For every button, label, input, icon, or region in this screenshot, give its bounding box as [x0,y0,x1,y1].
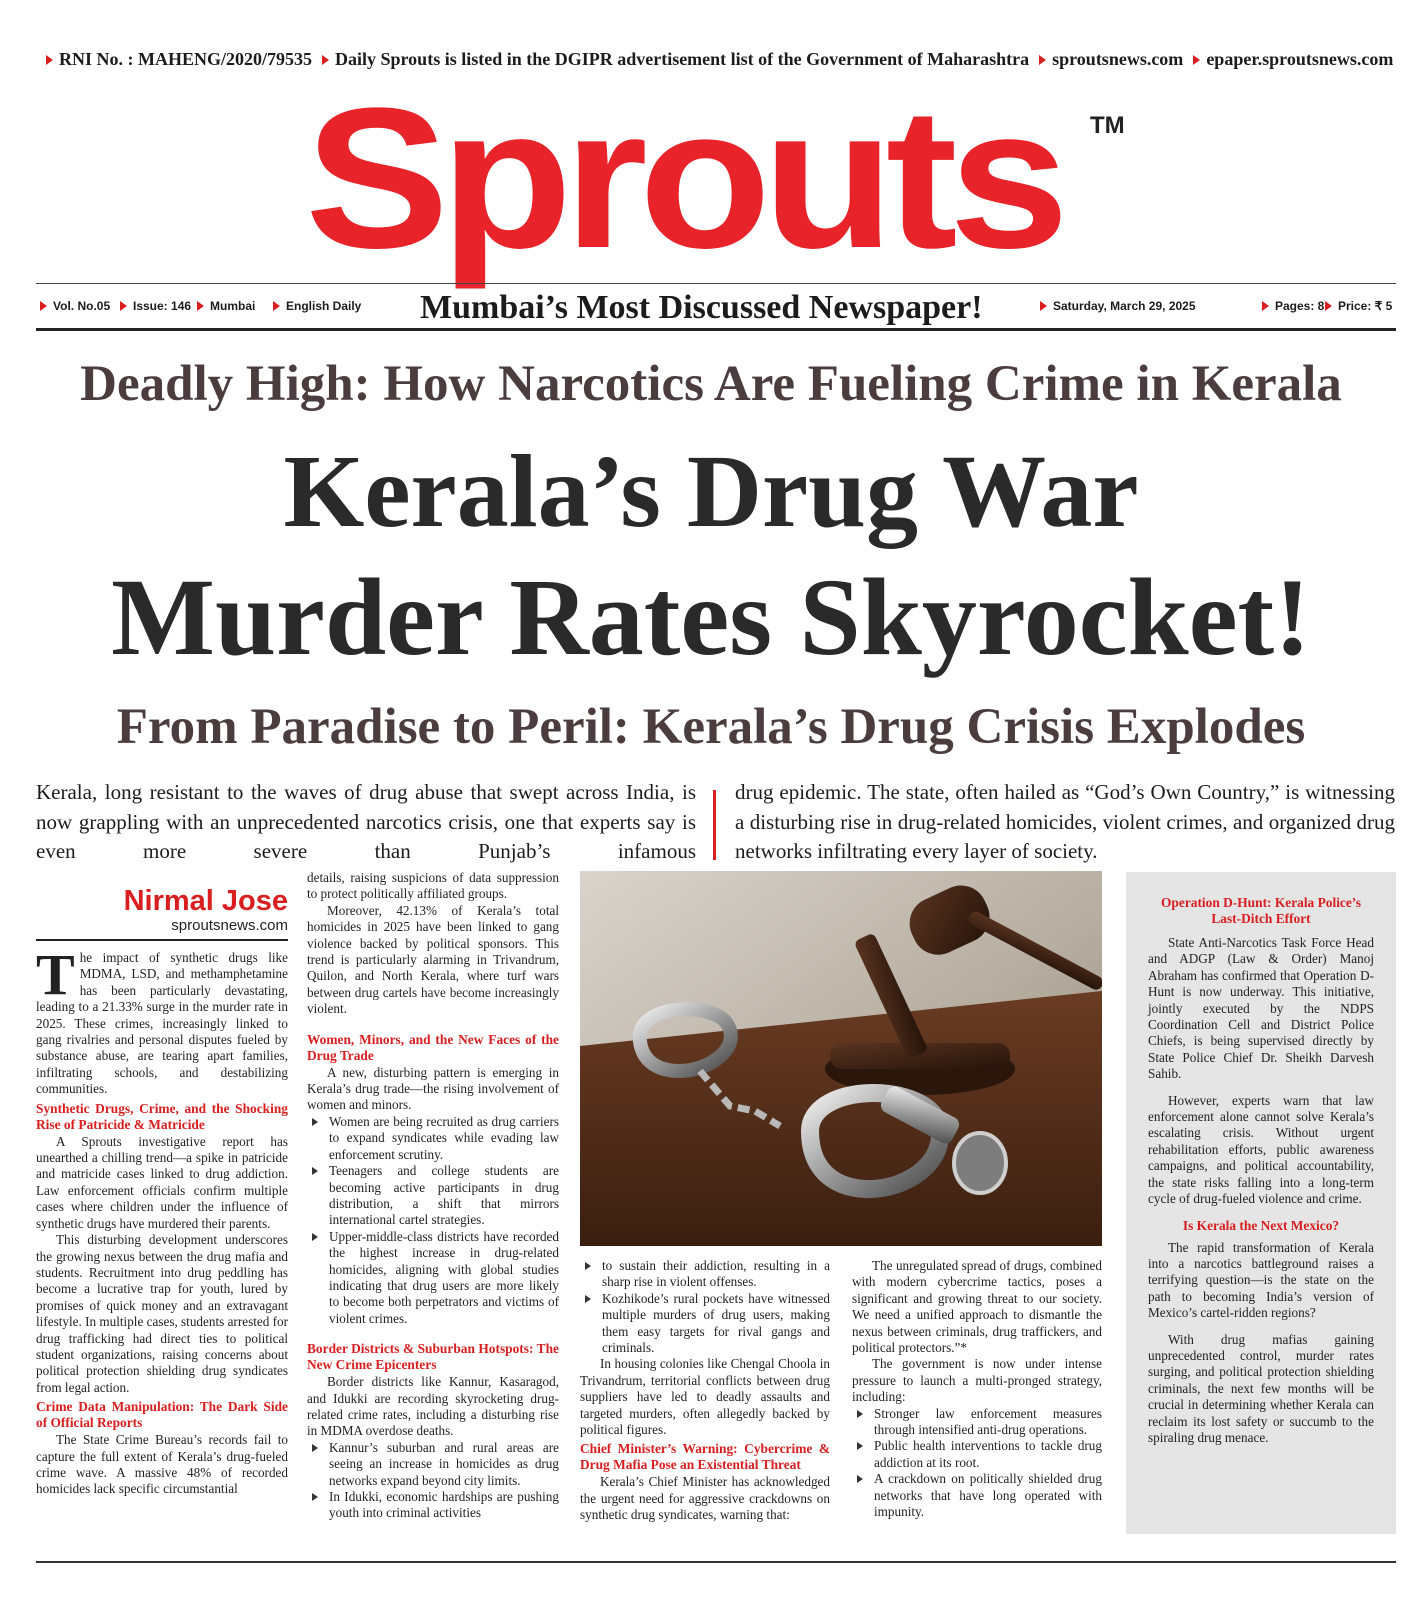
paragraph: State Anti-Narcotics Task Force Head and ADGP (Law & Order) Manoj Abraham has confirmed that Operation D-Hunt is now underway. This initiative, jointly executed by the NDPS Coordination Cell and District Police Chiefs, is being supervised directly by State Police Chief Dr. Sheikh Darvesh Sahib. [1148,935,1374,1082]
section-heading: Women, Minors, and the New Faces of the Drug Trade [307,1031,559,1063]
lede-divider [713,790,716,860]
headline-line-2: Murder Rates Skyrocket! [111,556,1311,678]
sidebar-box [1126,872,1396,1534]
sidebar-column [1148,892,1374,1517]
article-column-4 [852,1258,1102,1540]
sidebar-heading: Is Kerala the Next Mexico? [1182,1217,1340,1233]
page-count: Pages: 8 [1258,299,1324,313]
paragraph: The State Crime Bureau’s records fail to capture the full extent of Kerala’s drug-fueled crime wave. A massive 48% of recorded homicides lack specific circumstantial [36,1432,288,1497]
masthead-rule-top [36,283,1396,284]
volume-number: Vol. No.05 [36,299,110,313]
list-item: Teenagers and college students are becoming active participants in drug distribution, a shift that mirrors international cartel strategies. [329,1163,559,1228]
page-bottom-rule [36,1561,1396,1563]
paragraph: The impact of synthetic drugs like MDMA, LSD, and methamphetamine has been particularly devastating, leading to a 21.33% surge in the murder rate in 2025. These crimes, increasingly linked to gang rivalries and personal disputes fueled by substance abuse, are tearing apart families, infiltrating schools, and destabilizing communities. [36,950,288,1097]
top-item-epaper[interactable]: epaper.sproutsnews.com [1189,49,1393,70]
bullet-triangle-icon [1325,301,1332,311]
bullet-list [307,1114,559,1327]
issue-date: Saturday, March 29, 2025 [1036,299,1196,313]
list-item: Stronger law enforcement measures through intensified anti-drug operations. [874,1405,1102,1438]
paragraph: Moreover, 42.13% of Kerala’s total homicides in 2025 have been linked to gang violence backed by political sponsors. This trend is particularly alarming in Trivandrum, Quilon, and North Kerala, where turf wars between drug cartels have become increasingly violent. [307,902,559,1017]
top-item-website[interactable]: sproutsnews.com [1035,49,1183,70]
trademark-mark: TM [1090,112,1125,139]
gavel-handcuffs-illustration [580,871,1102,1246]
list-item: A crackdown on politically shielded drug networks that have long operated with impunity. [874,1471,1102,1520]
paragraph: A new, disturbing pattern is emerging in Kerala’s drug trade—the rising involvement of women and minors. [307,1064,559,1113]
list-item: Upper-middle-class districts have recorded the highest increase in drug-related homicides, aligning with global studies indicating that drug users are more likely to become both perpetrators and victims of violent crimes. [329,1228,559,1326]
paragraph: Kerala’s Chief Minister has acknowledged the urgent need for aggressive crackdowns on synthetic drug syndicates, warning that: [580,1474,830,1523]
section-heading: Border Districts & Suburban Hotspots: The New Crime Epicenters [307,1341,559,1373]
bullet-triangle-icon [1193,55,1200,65]
article-column-1 [36,950,288,1540]
paragraph: In housing colonies like Chengal Choola in Trivandrum, territorial conflicts between drug suppliers have led to deadly assaults and targeted murders, often allegedly backed by political figures. [580,1356,830,1438]
byline [36,886,288,934]
bullet-triangle-icon [1262,301,1269,311]
list-item: Kozhikode’s rural pockets have witnessed multiple murders of drug users, making them easy targets for rival gangs and criminals. [602,1290,830,1356]
paragraph: A Sprouts investigative report has unearthed a chilling trend—a spike in patricide and matricide cases linked to drug addiction. Law enforcement officials confirm multiple cases where children under the influence of synthetic drugs have murdered their parents. [36,1133,288,1231]
list-item: Public health interventions to tackle drug addiction at its root. [874,1438,1102,1470]
section-heading: Crime Data Manipulation: The Dark Side of Official Reports [36,1399,288,1431]
bullet-list [852,1406,1102,1521]
lede-left: Kerala, long resistant to the waves of drug abuse that swept across India, is now grappling with an unprecedented narcotics crisis, one that experts say is even more severe than Punjab’s infamous [36,780,696,863]
paragraph: This disturbing development underscores the growing nexus between the drug mafia and students. Recruitment into drug peddling has become a lucrative trap for youth, lured by promises of quick money and an extravagant lifestyle. In multiple cases, students arrested for drug trafficking had direct ties to political student organizations, raising concerns about political protection shielding drug syndicates from legal action. [36,1232,288,1395]
paragraph: Border districts like Kannur, Kasaragod, and Idukki are recording skyrocketing drug-related crime rates, including a disturbing rise in MDMA overdose deaths. [307,1374,559,1439]
issue-info-bar [36,289,1396,325]
section-heading: Synthetic Drugs, Crime, and the Shocking Rise of Patricide & Matricide [36,1100,288,1132]
masthead-rule-bottom [36,328,1396,331]
sidebar-heading: Operation D-Hunt: Kerala Police’s Last-Ditch Effort [1161,895,1361,926]
paragraph: However, experts warn that law enforcement alone cannot solve Kerala’s escalating crisis. Without urgent rehabilitation efforts, public awareness campaigns, and political accountability, the state risks falling into a long-term cycle of drug-fueled violence and crime. [1148,1092,1374,1207]
drop-cap: T [36,950,75,1007]
bullet-triangle-icon [46,55,53,65]
gavel-handcuffs-photo [580,871,1102,1246]
list-item: Women are being recruited as drug carriers to expand syndicates while evading law enforcement scrutiny. [329,1113,559,1162]
masthead-logo: Sprouts [305,67,1061,290]
price: Price: ₹ 5 [1321,299,1392,313]
paragraph: The rapid transformation of Kerala into a narcotics battleground raises a terrifying question—is the state on the path to becoming India’s version of Mexico’s cartel-ridden regions? [1148,1239,1374,1321]
paragraph: details, raising suspicions of data suppression to protect politically affiliated groups. [307,870,559,902]
list-item-continued: to sustain their addiction, resulting in a sharp rise in violent offenses. [602,1258,830,1290]
article-column-3 [580,1258,830,1540]
headline-line-1: Kerala’s Drug War [283,434,1139,549]
author-site: sproutsnews.com [171,917,288,934]
edition: English Daily [269,299,361,313]
bullet-triangle-icon [197,301,204,311]
bullet-list [580,1258,830,1356]
story-subhead: From Paradise to Peril: Kerala’s Drug Crisis Explodes [116,699,1306,755]
city: Mumbai [193,299,255,313]
paragraph: The government is now under intense pressure to launch a multi-pronged strategy, including: [852,1356,1102,1405]
article-column-2 [307,870,559,1542]
masthead [0,67,1422,290]
handcuff-key-end [954,1133,1006,1193]
tagline: Mumbai’s Most Discussed Newspaper! [420,289,983,326]
list-item: In Idukki, economic hardships are pushing youth into criminal activities [329,1489,559,1521]
section-heading: Chief Minister’s Warning: Cybercrime & Drug Mafia Pose an Existential Threat [580,1441,830,1473]
story-kicker: Deadly High: How Narcotics Are Fueling Crime in Kerala [80,356,1342,412]
paragraph: With drug mafias gaining unprecedented control, murder rates surging, and political protection shielding criminals, the next few months will be crucial in determining whether Kerala can reclaim its lost safety or succumb to the spiraling drug menace. [1148,1331,1374,1445]
list-item: Kannur’s suburban and rural areas are seeing an increase in homicides as drug networks expand beyond city limits. [329,1439,559,1488]
byline-rule [36,939,288,941]
issue-number: Issue: 146 [116,299,191,313]
bullet-triangle-icon [1040,301,1047,311]
top-item-dgipr: Daily Sprouts is listed in the DGIPR advertisement list of the Government of Maharashtra [318,49,1029,70]
author-name: Nirmal Jose [123,885,288,917]
bullet-list [307,1440,559,1522]
bullet-triangle-icon [322,55,329,65]
paragraph: The unregulated spread of drugs, combined with modern cybercrime tactics, poses a significant and growing threat to our society. We need a unified approach to dismantle the nexus between criminals, drug traffickers, and political protectors.”* [852,1258,1102,1356]
bullet-triangle-icon [1039,55,1046,65]
top-item-rni: RNI No. : MAHENG/2020/79535 [42,49,312,70]
bullet-triangle-icon [273,301,280,311]
bullet-triangle-icon [120,301,127,311]
bullet-triangle-icon [40,301,47,311]
lede-right: drug epidemic. The state, often hailed as “God’s Own Country,” is witnessing a disturbing rise in drug-related homicides, violent crimes, and organized drug networks infiltrating every layer of society. [735,780,1395,863]
